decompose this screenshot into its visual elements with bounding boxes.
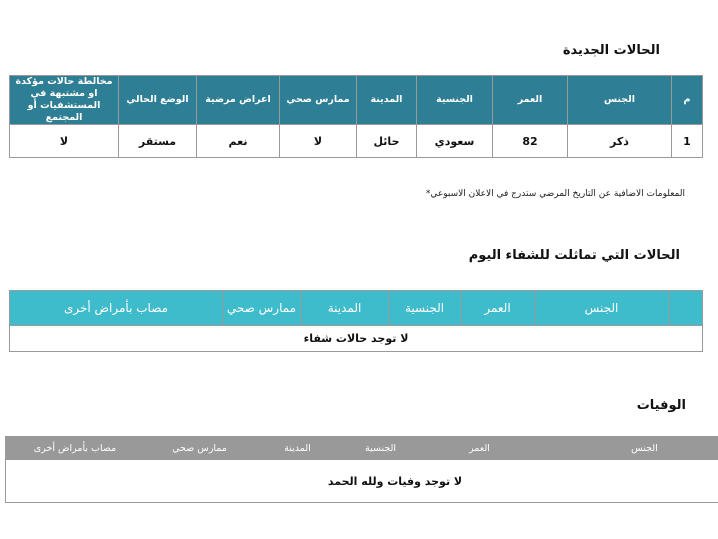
header-gender: الجنس bbox=[535, 291, 669, 326]
deaths-title: الوفيات bbox=[636, 398, 686, 413]
new-cases-header-row bbox=[10, 76, 703, 125]
header-nationality: الجنسية bbox=[417, 76, 493, 125]
header-age: العمر bbox=[493, 76, 568, 125]
cell-nationality: سعودي bbox=[417, 125, 493, 158]
header-index bbox=[669, 291, 703, 326]
header-gender: الجنس bbox=[568, 76, 672, 125]
table-row bbox=[10, 125, 703, 158]
header-other-diseases: مصاب بأمراض أخرى bbox=[10, 291, 223, 326]
empty-message: لا توجد وفيات ولله الحمد bbox=[6, 460, 718, 503]
header-nationality: الجنسية bbox=[389, 291, 461, 326]
header-age: العمر bbox=[421, 437, 539, 460]
header-status: الوضع الحالي bbox=[119, 76, 197, 125]
header-age: العمر bbox=[461, 291, 535, 326]
empty-message: لا توجد حالات شفاء bbox=[10, 326, 703, 352]
deaths-table bbox=[5, 436, 718, 503]
cell-city: حائل bbox=[357, 125, 417, 158]
header-symptoms: اعراض مرضية bbox=[197, 76, 280, 125]
cell-symptoms: نعم bbox=[197, 125, 280, 158]
cell-gender: ذكر bbox=[568, 125, 672, 158]
recovered-header-row bbox=[10, 291, 703, 326]
header-health-worker: ممارس صحي bbox=[223, 291, 301, 326]
recovered-table bbox=[9, 290, 703, 352]
cell-age: 82 bbox=[493, 125, 568, 158]
cell-health-worker: لا bbox=[280, 125, 357, 158]
header-other-diseases: مصاب بأمراض أخرى bbox=[6, 437, 145, 460]
cell-status: مستقر bbox=[119, 125, 197, 158]
table-row bbox=[10, 326, 703, 352]
header-nationality: الجنسية bbox=[341, 437, 421, 460]
cell-index: 1 bbox=[672, 125, 703, 158]
header-gender: الجنس bbox=[539, 437, 718, 460]
header-contact: مخالطة حالات مؤكدة او مشتبهة في المستشفيات أو المجتمع bbox=[10, 76, 119, 125]
cell-contact: لا bbox=[10, 125, 119, 158]
header-health-worker: ممارس صحي bbox=[145, 437, 255, 460]
header-city: المدينة bbox=[357, 76, 417, 125]
header-city: المدينة bbox=[301, 291, 389, 326]
deaths-header-row bbox=[6, 437, 718, 460]
recovered-title: الحالات التي تماثلت للشفاء اليوم bbox=[468, 248, 680, 263]
header-city: المدينة bbox=[255, 437, 341, 460]
table-row bbox=[6, 460, 718, 503]
new-cases-table bbox=[9, 75, 703, 158]
new-cases-title: الحالات الجديدة bbox=[562, 43, 660, 58]
header-health-worker: ممارس صحي bbox=[280, 76, 357, 125]
header-index: م bbox=[672, 76, 703, 125]
footnote: المعلومات الاضافية عن التاريخ المرضي ستدرج في الاعلان الاسبوعي* bbox=[425, 189, 685, 199]
